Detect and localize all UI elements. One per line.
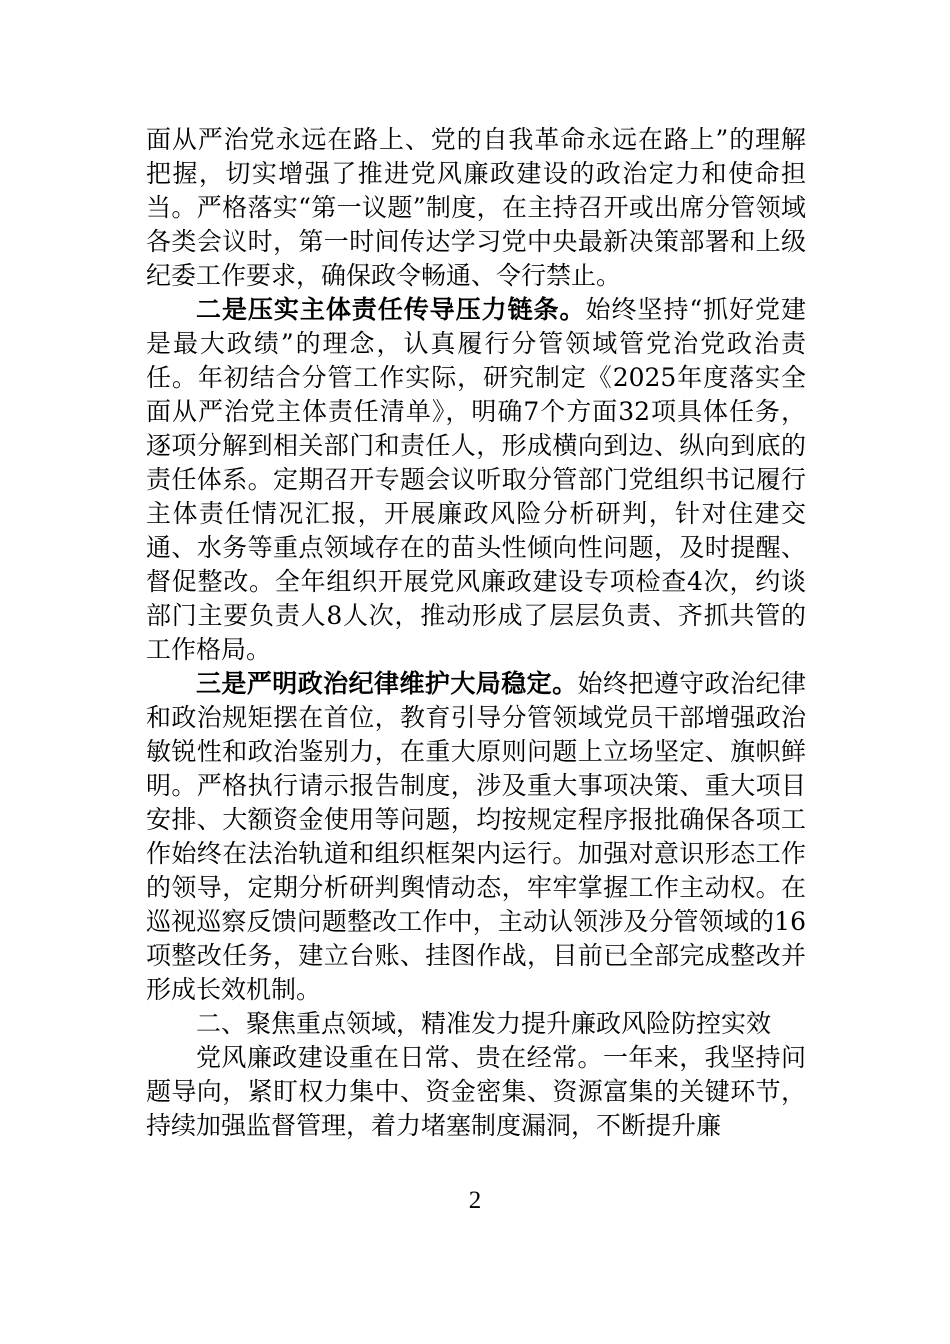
paragraph-point-two bbox=[146, 293, 806, 667]
document-body bbox=[146, 123, 806, 1143]
paragraph-text: 党风廉政建设重在日常、贵在经常。一年来，我坚持问题导向，紧盯权力集中、资金密集、资源富集的关键环节，持续加强监督管理，着力堵塞制度漏洞，不断提升廉 bbox=[146, 1043, 806, 1140]
paragraph-section-intro bbox=[146, 1041, 806, 1143]
paragraph-text: 始终坚持“抓好党建是最大政绩”的理念，认真履行分管领域管党治党政治责任。年初结合分管工作实际，研究制定《2025年度落实全面从严治党主体责任清单》，明确7个方面32项具体任务，逐项分解到相关部门和责任人，形成横向到边、纵向到底的责任体系。定期召开专题会议听取分管部门党组织书记履行主体责任情况汇报，开展廉政风险分析研判，针对住建交通、水务等重点领域存在的苗头性倾向性问题，及时提醒、督促整改。全年组织开展党风廉政建设专项检查4次，约谈部门主要负责人8人次，推动形成了层层负责、齐抓共管的工作格局。 bbox=[146, 295, 806, 664]
paragraph-lead: 三是严明政治纪律维护大局稳定。 bbox=[196, 669, 578, 698]
paragraph-lead: 二是压实主体责任传导压力链条。 bbox=[196, 295, 586, 324]
page-number: 2 bbox=[468, 1187, 482, 1214]
paragraph-text: 面从严治党永远在路上、党的自我革命永远在路上”的理解把握，切实增强了推进党风廉政建设的政治定力和使命担当。严格落实“第一议题”制度，在主持召开或出席分管领域各类会议时，第一时间传达学习党中央最新决策部署和上级纪委工作要求，确保政令畅通、令行禁止。 bbox=[146, 125, 806, 290]
paragraph-continuation bbox=[146, 123, 806, 293]
section-heading: 二、聚焦重点领域，精准发力提升廉政风险防控实效 bbox=[196, 1009, 772, 1038]
paragraph-text: 始终把遵守政治纪律和政治规矩摆在首位，教育引导分管领域党员干部增强政治敏锐性和政治鉴别力，在重大原则问题上立场坚定、旗帜鲜明。严格执行请示报告制度，涉及重大事项决策、重大项目安排、大额资金使用等问题，均按规定程序报批确保各项工作始终在法治轨道和组织框架内运行。加强对意识形态工作的领导，定期分析研判舆情动态，牢牢掌握工作主动权。在巡视巡察反馈问题整改工作中，主动认领涉及分管领域的16项整改任务，建立台账、挂图作战，目前已全部完成整改并形成长效机制。 bbox=[146, 669, 806, 1004]
paragraph-point-three bbox=[146, 667, 806, 1007]
